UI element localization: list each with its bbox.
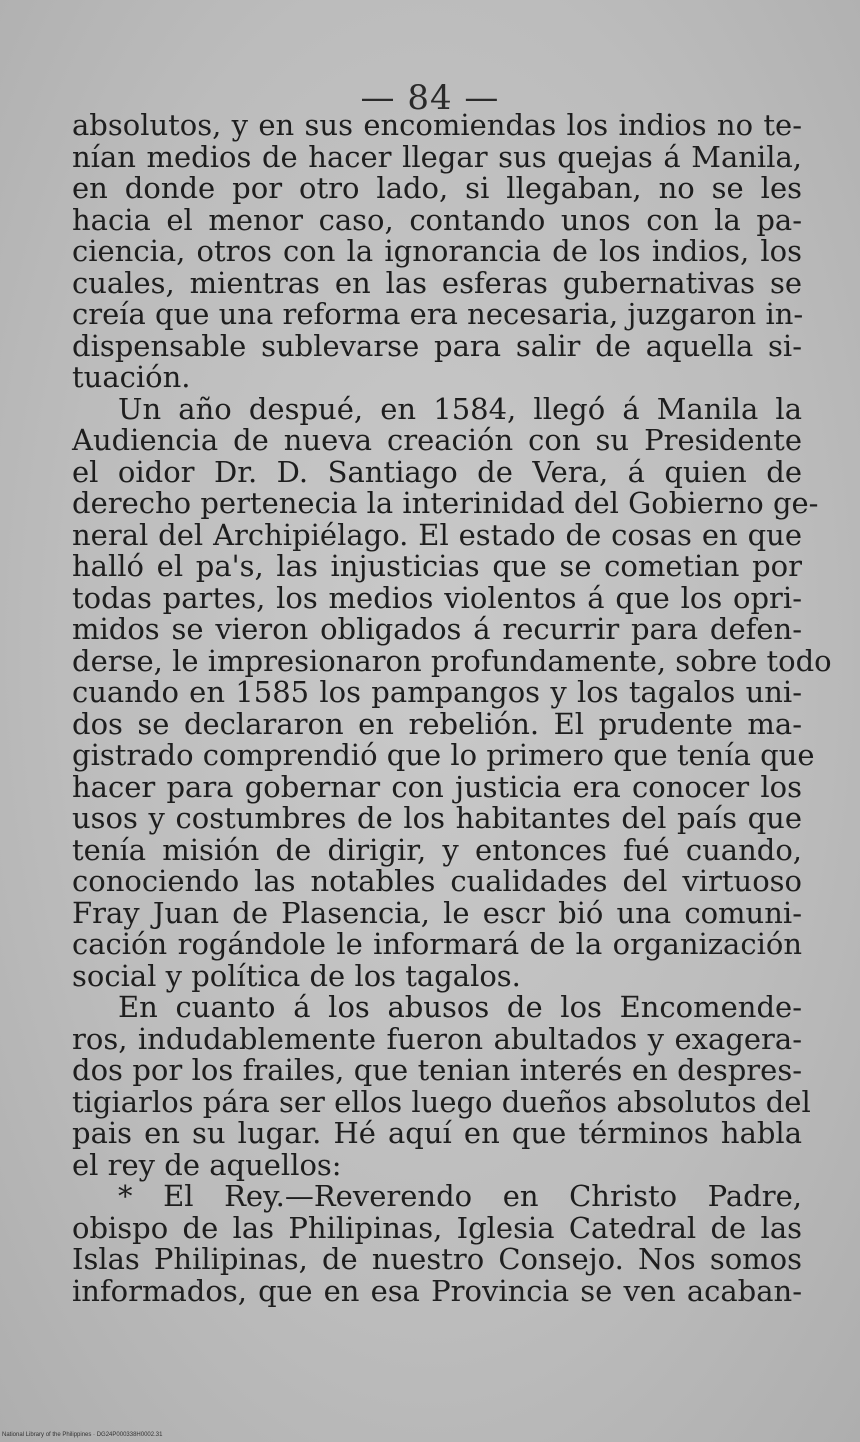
text-line: absolutos, y en sus encomiendas los indios no te- xyxy=(72,108,802,142)
text-line: pais en su lugar. Hé aquí en que términos habla xyxy=(72,1116,802,1150)
text-line: Audiencia de nueva creación con su Presidente xyxy=(72,423,802,457)
text-line: Un año despué, en 1584, llegó á Manila la xyxy=(118,391,802,426)
text-line: social y política de los tagalos. xyxy=(72,958,521,993)
text-line: cación rogándole le informará de la organización xyxy=(72,927,802,961)
text-line: en donde por otro lado, si llegaban, no se les xyxy=(72,171,802,205)
text-line: creía que una reforma era necesaria, juzgaron in- xyxy=(72,297,804,331)
text-line: neral del Archipiélago. El estado de cosas en que xyxy=(72,517,802,552)
text-line: derse, le impresionaron profundamente, sobre todo xyxy=(72,643,832,678)
text-line: el rey de aquellos: xyxy=(72,1147,342,1182)
text-line: obispo de las Philipinas, Iglesia Catedral de las xyxy=(72,1210,802,1245)
text-line: ros, indudablemente fueron abultados y exagera- xyxy=(72,1021,802,1056)
page-number: — 84 — xyxy=(360,78,500,118)
library-credit: National Library of the Philippines · DG24P000338H0002.31 xyxy=(2,1432,163,1438)
text-line: dispensable sublevarse para salir de aquella si- xyxy=(72,328,802,363)
text-line: nían medios de hacer llegar sus quejas á Manila, xyxy=(72,139,802,174)
text-line: Fray Juan de Plasencia, le escr bió una comuni- xyxy=(72,895,802,930)
text-line: * El Rey.—Reverendo en Christo Padre, xyxy=(118,1179,802,1213)
text-line: midos se vieron obligados á recurrir para defen- xyxy=(72,612,802,646)
text-line: informados, que en esa Provincia se ven acaban- xyxy=(72,1273,802,1308)
text-line: el oidor Dr. D. Santiago de Vera, á quien de xyxy=(72,454,802,489)
text-line: dos se declararon en rebelión. El prudente ma- xyxy=(72,706,802,741)
text-line: Islas Philipinas, de nuestro Consejo. Nos somos xyxy=(72,1242,802,1276)
text-line: dos por los frailes, que tenian interés en despres- xyxy=(72,1053,802,1087)
text-line: gistrado comprendió que lo primero que tenía que xyxy=(72,738,815,772)
text-line: cuando en 1585 los pampangos y los tagalos uni- xyxy=(72,675,802,709)
text-line: derecho pertenecia la interinidad del Gobierno ge- xyxy=(72,486,819,520)
text-line: usos y costumbres de los habitantes del país que xyxy=(72,801,802,835)
text-line: cuales, mientras en las esferas gubernativas se xyxy=(72,265,802,300)
text-line: tenía misión de dirigir, y entonces fué cuando, xyxy=(72,832,802,867)
text-line: ciencia, otros con la ignorancia de los indios, los xyxy=(72,234,802,268)
text-line: halló el pa's, las injusticias que se cometian por xyxy=(72,549,802,583)
body-text xyxy=(72,108,832,1308)
text-line: hacia el menor caso, contando unos con la pa- xyxy=(72,202,802,237)
text-line: hacer para gobernar con justicia era conocer los xyxy=(72,769,802,804)
text-line: todas partes, los medios violentos á que los opri- xyxy=(72,580,802,615)
text-line: En cuanto á los abusos de los Encomende- xyxy=(118,990,802,1024)
text-line: tigiarlos pára ser ellos luego dueños absolutos del xyxy=(72,1084,811,1119)
text-line: conociendo las notables cualidades del virtuoso xyxy=(72,864,802,898)
text-line: tuación. xyxy=(72,360,191,394)
